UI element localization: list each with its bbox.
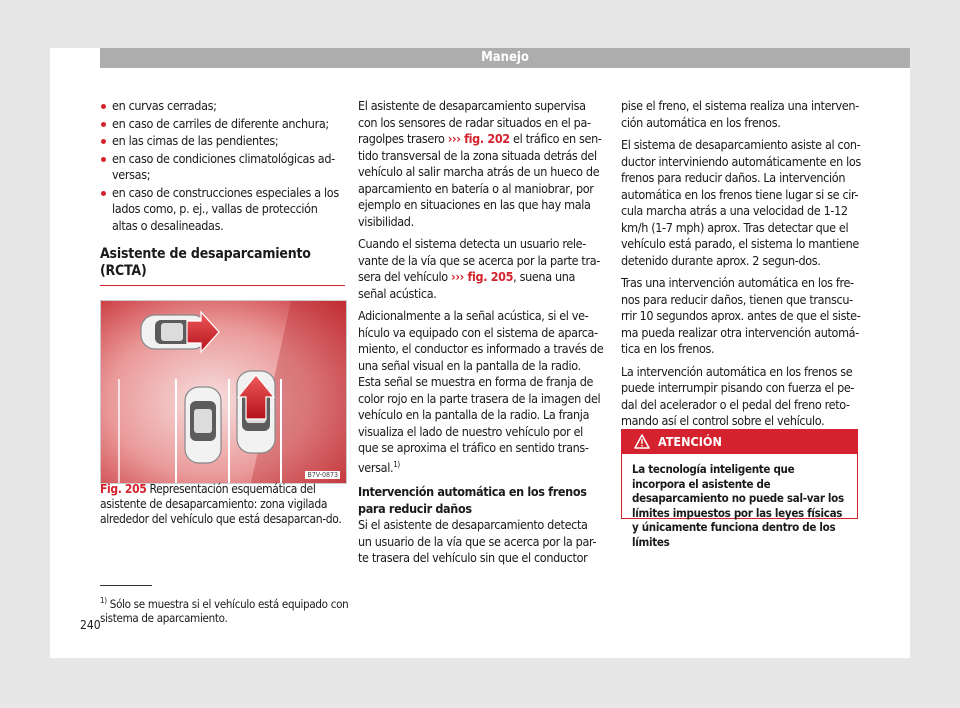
- list-item: en las cimas de las pendientes;: [100, 133, 345, 150]
- page-number: 240: [80, 618, 101, 632]
- figure-link[interactable]: ››› fig. 202: [447, 131, 510, 146]
- paragraph: pise el freno, el sistema realiza una interven-ción automática en los frenos.: [621, 98, 859, 130]
- footnote-text: Sólo se muestra si el vehículo está equipado con sistema de aparcamiento.: [100, 596, 349, 625]
- warning-text: La tecnología inteligente que incorpora el asistente de desaparcamiento no puede sal-var los límites impuestos por las leyes físicas y únicamente funciona dentro de los límites: [632, 462, 844, 549]
- parked-car-icon: [185, 387, 221, 463]
- bullet-list: [100, 98, 345, 234]
- list-item: en caso de construcciones especiales a los lados como, p. ej., vallas de protección altas o desalineadas.: [100, 185, 345, 235]
- parking-scene-illustration: [101, 301, 346, 483]
- column-left: [100, 98, 345, 286]
- subheading: Intervención automática en los frenos para reducir daños: [358, 484, 587, 516]
- column-right: [621, 98, 867, 436]
- warning-title: ATENCIÓN: [658, 434, 722, 449]
- paragraph: Tras una intervención automática en los fre-nos para reducir daños, tienen que transcu-rrir 10 segundos aprox. antes de que el siste-ma pueda realizar otra intervención automá-tica en los frenos.: [621, 275, 861, 356]
- figure-parking-diagram: [100, 300, 347, 484]
- paragraph: [358, 236, 604, 302]
- warning-triangle-icon: [634, 434, 650, 449]
- footnote-divider: [100, 585, 152, 586]
- figure-caption: [100, 482, 345, 527]
- text: El asistente de desaparcamiento supervisa con los sensores de radar situados en el pa-ragolpes trasero: [358, 98, 591, 146]
- text: el tráfico en sen-tido transversal de la zona situada detrás del vehículo al salir marcha atrás de un hueco de aparcamiento en batería o al maniobrar, por ejemplo en situaciones en las que hay mala visibilidad.: [358, 131, 602, 229]
- section-title: Asistente de desaparcamiento (RCTA): [100, 246, 345, 286]
- text: Cuando el sistema detecta un usuario rele-vante de la vía que se acerca por la parte tra-sera del vehículo: [358, 236, 601, 284]
- text: , suena una señal acústica.: [358, 269, 576, 301]
- paragraph: Si el asistente de desaparcamiento detecta un usuario de la vía que se acerca por la par-te trasera del vehículo sin que el conductor: [358, 517, 597, 566]
- figure-number: Fig. 205: [100, 482, 147, 496]
- warning-box: [621, 429, 858, 549]
- text: Adicionalmente a la señal acústica, si el ve-hículo va equipado con el sistema de aparca-miento, el conductor es informado a través de una señal visual en la pantalla de la radio. Esta señal se muestra en forma de franja de color rojo en la parte trasera de la imagen del vehículo en la pantalla de la radio. La franja visualiza el lado de nuestro vehículo por el que se aproxima el tráfico en sentido trans-versal.: [358, 308, 604, 475]
- footnote-marker[interactable]: 1): [393, 459, 400, 469]
- paragraph: [358, 98, 604, 230]
- footnote-mark: 1): [100, 596, 107, 605]
- footnote: [100, 594, 350, 625]
- figure-link[interactable]: ››› fig. 205: [451, 269, 514, 284]
- paragraph: [358, 308, 604, 476]
- column-middle: [358, 98, 604, 573]
- page: [50, 48, 910, 658]
- list-item: en curvas cerradas;: [100, 98, 345, 115]
- figure-caption-text: Representación esquemática del asistente de desaparcamiento: zona vigilada alrededor del vehículo que está desaparcan-do.: [100, 482, 342, 526]
- paragraph: La intervención automática en los frenos se puede interrumpir pisando con fuerza el pe-dal del acelerador o el pedal del freno reto-mando así el control sobre el vehículo.: [621, 363, 855, 428]
- list-item: en caso de carriles de diferente anchura;: [100, 116, 345, 133]
- paragraph: El sistema de desaparcamiento asiste al con-ductor interviniendo automáticamente en los frenos para reducir daños. La intervención automática en los frenos tiene lugar si se cir-cula marcha atrás a una velocidad de 1-12 km/h (1-7 mph) aprox. Tras detectar que el vehículo está parado, el sistema lo mantiene detenido durante aprox. 2 segun-dos.: [621, 137, 861, 268]
- warning-header: [622, 430, 857, 454]
- chapter-header: Manejo: [100, 48, 910, 68]
- figure-code: B7V-0873: [307, 471, 338, 479]
- list-item: en caso de condiciones climatológicas ad-versas;: [100, 151, 345, 184]
